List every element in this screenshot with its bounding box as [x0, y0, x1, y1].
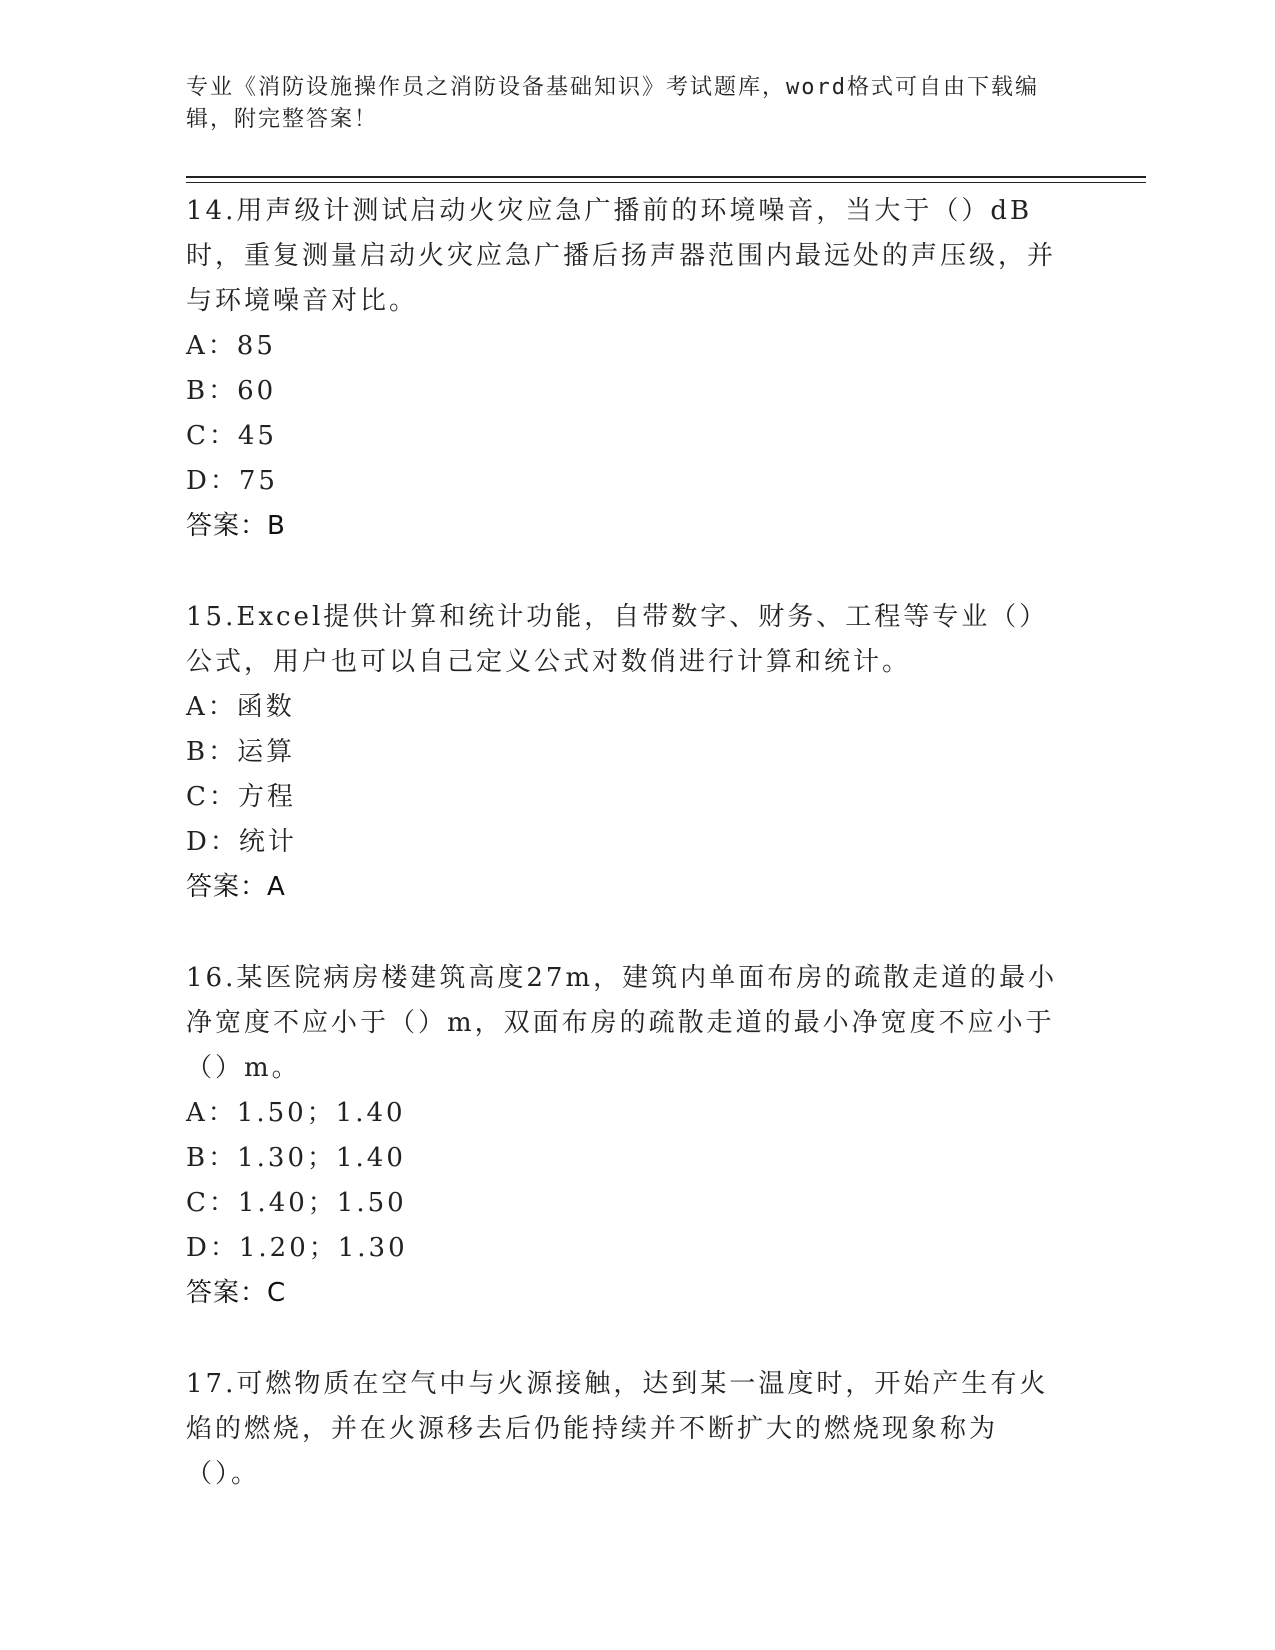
answer-line: 答案：C [186, 1278, 287, 1308]
question-14 [186, 189, 1066, 549]
option-c: C：方程 [186, 782, 296, 812]
option-d: D：75 [186, 466, 278, 496]
question-list [186, 189, 1066, 1543]
option-c: C：45 [186, 421, 277, 451]
document-header: 专业《消防设施操作员之消防设备基础知识》考试题库，word格式可自由下载编辑，附完整答案！ [186, 75, 1039, 132]
header-rule-thin [186, 182, 1146, 183]
option-a: A：85 [186, 331, 276, 361]
question-15 [186, 595, 1066, 910]
question-text: 17.可燃物质在空气中与火源接触，达到某一温度时，开始产生有火焰的燃烧，并在火源移去后仍能持续并不断扩大的燃烧现象称为（）。 [186, 1369, 1049, 1489]
answer-line: 答案：A [186, 872, 286, 902]
option-b: B：1.30；1.40 [186, 1143, 406, 1173]
answer-line: 答案：B [186, 511, 286, 541]
option-a: A：函数 [186, 692, 295, 722]
header-rule-thick [186, 176, 1146, 178]
option-b: B：运算 [186, 737, 296, 767]
question-17 [186, 1362, 1066, 1497]
question-16 [186, 956, 1066, 1316]
question-text: 15.Excel提供计算和统计功能，自带数字、财务、工程等专业（）公式，用户也可以自己定义公式对数俏进行计算和统计。 [186, 602, 1049, 677]
question-text: 14.用声级计测试启动火灾应急广播前的环境噪音，当大于（）dB时，重复测量启动火灾应急广播后扬声器范围内最远处的声压级，并与环境噪音对比。 [186, 196, 1057, 316]
option-a: A：1.50；1.40 [186, 1098, 406, 1128]
option-d: D：统计 [186, 827, 297, 857]
option-b: B：60 [186, 376, 277, 406]
option-c: C：1.40；1.50 [186, 1188, 407, 1218]
question-text: 16.某医院病房楼建筑高度27m，建筑内单面布房的疏散走道的最小净宽度不应小于（）m，双面布房的疏散走道的最小净宽度不应小于（）m。 [186, 963, 1058, 1083]
option-d: D：1.20；1.30 [186, 1233, 408, 1263]
